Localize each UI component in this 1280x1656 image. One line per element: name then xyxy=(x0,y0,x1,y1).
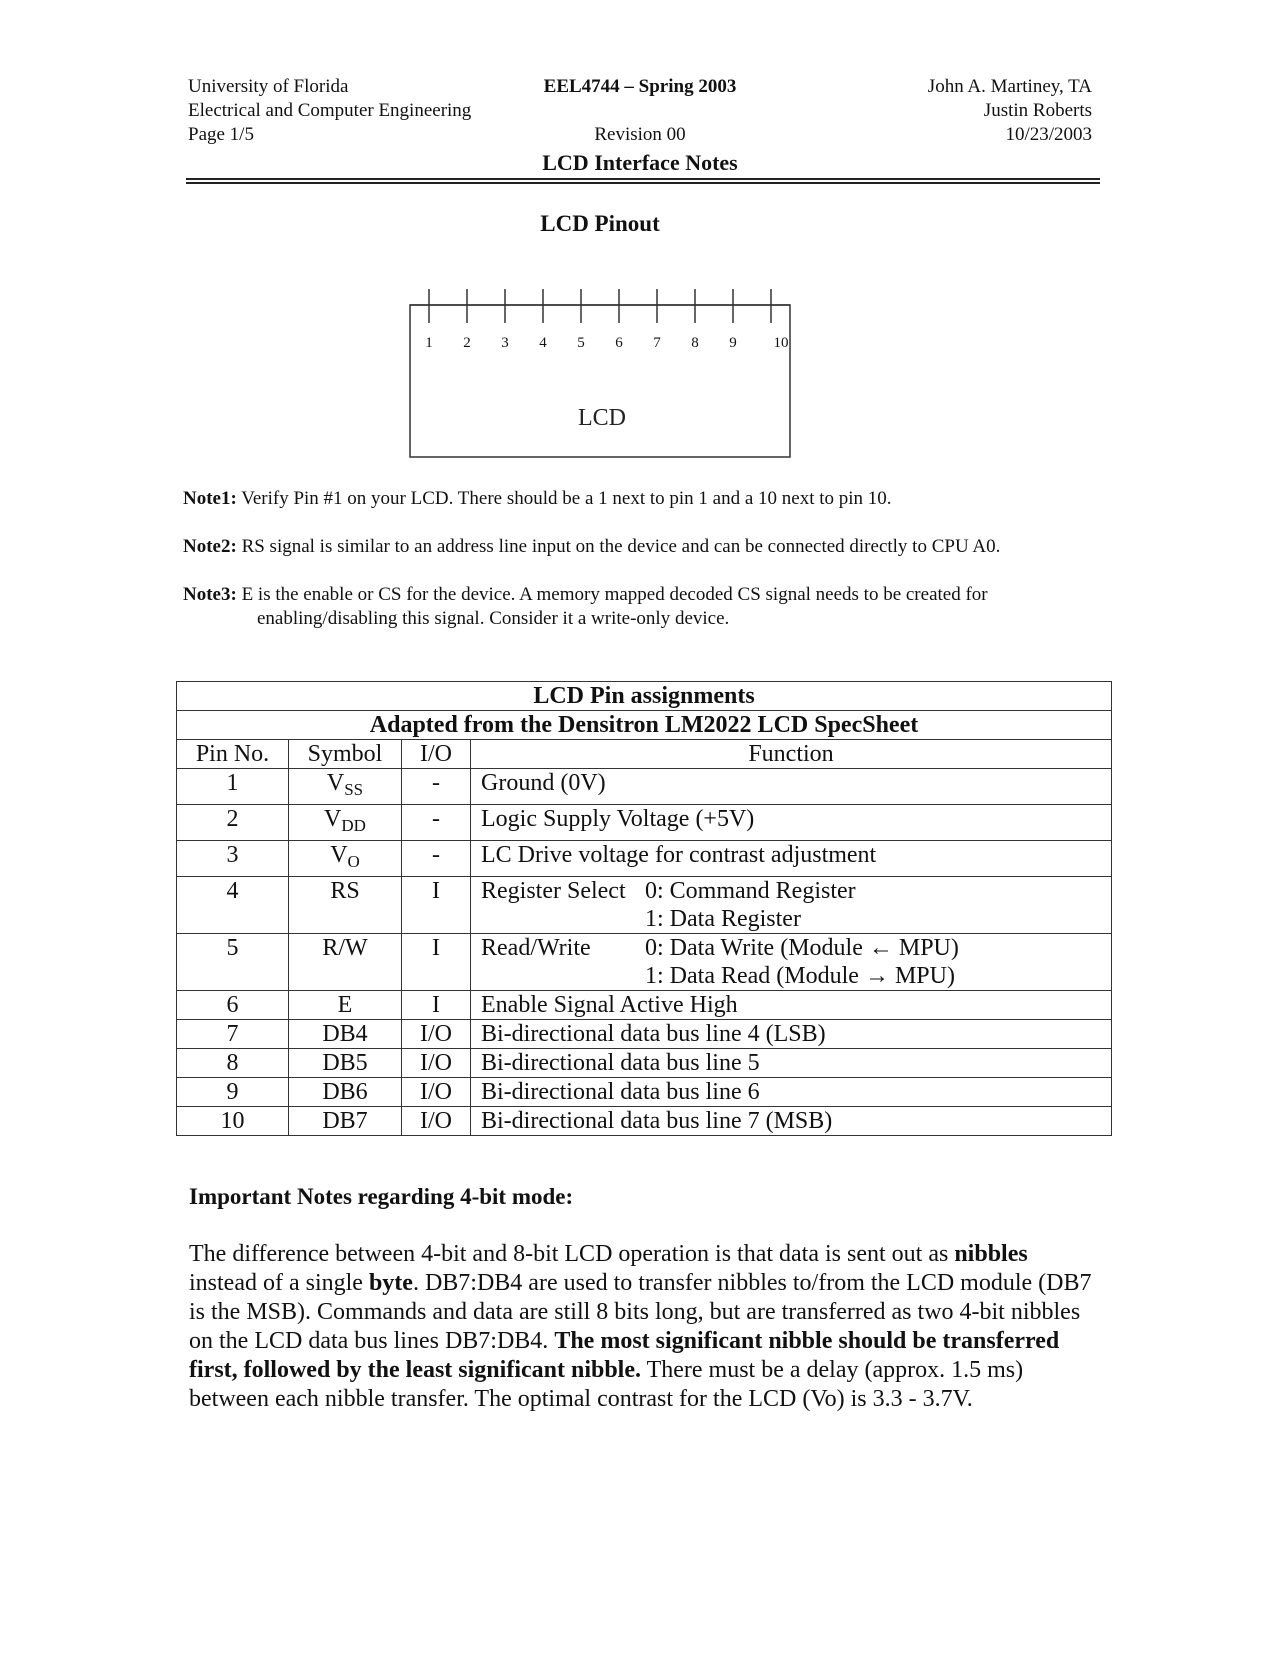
pin-function: Logic Supply Voltage (+5V) xyxy=(471,805,1112,841)
table-row xyxy=(177,1020,1112,1049)
header-course: EEL4744 – Spring 2003 xyxy=(543,76,737,97)
function-label: Register Select xyxy=(481,878,626,904)
table-row xyxy=(177,841,1112,877)
note-3-label: Note3: xyxy=(183,584,237,605)
pin-symbol: RS xyxy=(289,877,402,934)
symbol-subscript: SS xyxy=(344,780,364,799)
pin-function: Ground (0V) xyxy=(471,769,1112,805)
function-line-2 xyxy=(481,905,1103,933)
pin-assignment-table xyxy=(176,681,1112,1136)
function-option-0: 0: Data Write (Module ← MPU) xyxy=(645,935,959,961)
lcd-pinout-diagram xyxy=(405,283,805,463)
paragraph-part-3: . DB7:DB4 are used to transfer nibbles to/from the LCD module (DB7 is the MSB). Commands and data are still 8 bits long, but are transferred as two 4-bit nibbles on the LCD data bus lines DB7:DB4. xyxy=(189,1270,1092,1354)
column-header-pin: Pin No. xyxy=(177,740,289,769)
header-ta: John A. Martiney, TA xyxy=(927,76,1092,97)
pin-symbol xyxy=(289,805,402,841)
paragraph-part-2: instead of a single xyxy=(189,1270,369,1296)
pin-function: LC Drive voltage for contrast adjustment xyxy=(471,841,1112,877)
pin-symbol: DB6 xyxy=(289,1078,402,1107)
pin-number-label: 10 xyxy=(773,335,789,351)
column-header-function: Function xyxy=(471,740,1112,769)
table-row xyxy=(177,934,1112,991)
function-line-1 xyxy=(481,934,1103,962)
pin-symbol: DB5 xyxy=(289,1049,402,1078)
paragraph-part-1: The difference between 4-bit and 8-bit LCD operation is that data is sent out as xyxy=(189,1241,955,1267)
pin-number-label: 6 xyxy=(615,335,623,351)
table-subtitle: Adapted from the Densitron LM2022 LCD SpecSheet xyxy=(177,711,1112,740)
paragraph-part-4: There must be a delay (approx. 1.5 ms) between each nibble transfer. The optimal contrast for the LCD (Vo) is 3.3 - 3.7V. xyxy=(189,1357,1024,1412)
pin-function xyxy=(471,934,1112,991)
pin-io: I xyxy=(402,877,471,934)
header-date: 10/23/2003 xyxy=(1005,124,1092,145)
symbol-main: V xyxy=(324,806,342,832)
pin-io: I/O xyxy=(402,1020,471,1049)
pin-io: I/O xyxy=(402,1078,471,1107)
paragraph-bold-byte: byte xyxy=(368,1270,413,1296)
pin-symbol xyxy=(289,841,402,877)
paragraph-bold-nibbles: nibbles xyxy=(954,1241,1028,1267)
pin-number-label: 8 xyxy=(691,335,699,351)
column-header-io: I/O xyxy=(402,740,471,769)
pin-number: 2 xyxy=(177,805,289,841)
pin-io: I xyxy=(402,991,471,1020)
pin-number: 7 xyxy=(177,1020,289,1049)
symbol-subscript: DD xyxy=(341,816,366,835)
pin-symbol: DB7 xyxy=(289,1107,402,1136)
function-option-0: 0: Command Register xyxy=(645,878,856,904)
pin-number: 8 xyxy=(177,1049,289,1078)
table-row xyxy=(177,1107,1112,1136)
pin-number: 10 xyxy=(177,1107,289,1136)
table-row xyxy=(177,991,1112,1020)
header-revision: Revision 00 xyxy=(594,124,686,145)
note-2-label: Note2: xyxy=(183,536,237,557)
paragraph-bold-msb-first: The most significant nibble should be transferred first, followed by the least significant nibble. xyxy=(189,1328,1060,1383)
pin-number-label: 1 xyxy=(425,335,433,351)
pinout-title: LCD Pinout xyxy=(540,211,660,236)
pin-number: 9 xyxy=(177,1078,289,1107)
pin-function xyxy=(471,877,1112,934)
table-row xyxy=(177,769,1112,805)
table-row xyxy=(177,1049,1112,1078)
note-3-text: E is the enable or CS for the device. A memory mapped decoded CS signal needs to be created for xyxy=(241,584,988,605)
header-author: Justin Roberts xyxy=(983,100,1092,121)
header-rule-top xyxy=(186,178,1100,180)
table-title: LCD Pin assignments xyxy=(177,682,1112,711)
symbol-main: V xyxy=(330,842,348,868)
pin-io: I/O xyxy=(402,1049,471,1078)
note-1-label: Note1: xyxy=(183,488,237,509)
function-option-1: 1: Data Register xyxy=(645,906,801,932)
table-row xyxy=(177,877,1112,934)
pin-function: Bi-directional data bus line 4 (LSB) xyxy=(471,1020,1112,1049)
table-row xyxy=(177,1078,1112,1107)
pin-function: Bi-directional data bus line 6 xyxy=(471,1078,1112,1107)
note-3-text-cont: enabling/disabling this signal. Consider it a write-only device. xyxy=(257,608,730,629)
symbol-main: V xyxy=(326,770,345,796)
header-department: Electrical and Computer Engineering xyxy=(188,100,472,121)
pin-number-label: 2 xyxy=(463,335,471,351)
pin-function: Bi-directional data bus line 7 (MSB) xyxy=(471,1107,1112,1136)
pin-io: I/O xyxy=(402,1107,471,1136)
header-page: Page 1/5 xyxy=(188,124,254,145)
important-paragraph xyxy=(189,1240,1095,1414)
header-rule-bottom xyxy=(186,182,1100,184)
header-left xyxy=(188,75,471,147)
header-right xyxy=(928,75,1092,147)
pin-number: 6 xyxy=(177,991,289,1020)
table-header-row xyxy=(177,740,1112,769)
pin-symbol xyxy=(289,769,402,805)
lcd-box-label: LCD xyxy=(578,405,626,431)
pin-number-label: 3 xyxy=(501,335,509,351)
pin-symbol: E xyxy=(289,991,402,1020)
function-line-2 xyxy=(481,962,1103,990)
pin-number-label: 5 xyxy=(577,335,585,351)
function-option-1: 1: Data Read (Module → MPU) xyxy=(645,963,955,989)
note-3 xyxy=(183,583,1083,631)
pin-function: Enable Signal Active High xyxy=(471,991,1112,1020)
pin-function: Bi-directional data bus line 5 xyxy=(471,1049,1112,1078)
note-1-text: Verify Pin #1 on your LCD. There should be a 1 next to pin 1 and a 10 next to pin 10. xyxy=(241,488,892,509)
pin-symbol: R/W xyxy=(289,934,402,991)
header-university: University of Florida xyxy=(188,76,349,97)
page-title: LCD Interface Notes xyxy=(542,150,738,175)
pin-io: - xyxy=(402,805,471,841)
pin-symbol: DB4 xyxy=(289,1020,402,1049)
pin-number: 4 xyxy=(177,877,289,934)
pin-io: I xyxy=(402,934,471,991)
pin-io: - xyxy=(402,841,471,877)
function-line-1 xyxy=(481,877,1103,905)
important-heading: Important Notes regarding 4-bit mode: xyxy=(189,1184,574,1209)
pin-number: 5 xyxy=(177,934,289,991)
table-title-row xyxy=(177,682,1112,711)
symbol-subscript: O xyxy=(347,852,360,871)
pin-number-label: 7 xyxy=(653,335,661,351)
column-header-symbol: Symbol xyxy=(289,740,402,769)
pin-number: 3 xyxy=(177,841,289,877)
note-2-text: RS signal is similar to an address line input on the device and can be connected directly to CPU A0. xyxy=(241,536,1001,557)
note-1 xyxy=(183,487,892,511)
pin-number-label: 4 xyxy=(539,335,547,351)
function-label: Read/Write xyxy=(481,935,591,961)
pin-number-label: 9 xyxy=(729,335,737,351)
pin-number: 1 xyxy=(177,769,289,805)
pin-io: - xyxy=(402,769,471,805)
note-2 xyxy=(183,535,1000,559)
table-row xyxy=(177,805,1112,841)
table-subtitle-row xyxy=(177,711,1112,740)
